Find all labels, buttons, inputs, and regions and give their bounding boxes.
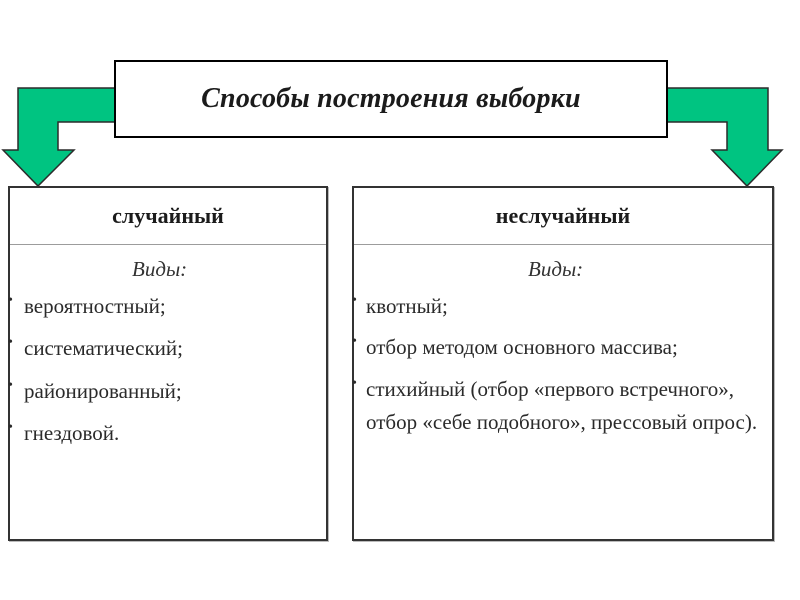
list-item: • стихийный (отбор «первого встречного», отбор «себе подобного», прессовый опрос). (354, 373, 772, 440)
diagram-title: Способы построения выборки (201, 83, 581, 114)
bullet-icon: • (8, 420, 13, 436)
column-body-nonrandom (354, 245, 772, 440)
column-header-nonrandom (354, 188, 772, 245)
types-label: Виды: (528, 257, 584, 281)
column-header-label: случайный (112, 203, 224, 228)
bullet-icon: • (8, 335, 13, 351)
types-list (10, 290, 326, 450)
list-item: • вероятностный; (10, 290, 326, 323)
list-item: • систематический; (10, 332, 326, 365)
diagram-title-box (114, 60, 668, 138)
column-body-random (10, 245, 326, 450)
list-item: • отбор методом основного массива; (354, 331, 772, 365)
bullet-icon: • (8, 377, 13, 393)
types-list (354, 290, 772, 440)
bent-arrow-down-right-icon (664, 88, 782, 186)
bullet-icon: • (8, 292, 13, 308)
column-header-label: неслучайный (495, 203, 631, 228)
bullet-icon: • (352, 375, 357, 391)
types-label: Виды: (132, 257, 188, 281)
column-header-random (10, 188, 326, 245)
bullet-icon: • (352, 292, 357, 308)
list-item: • гнездовой. (10, 417, 326, 450)
column-nonrandom (352, 186, 774, 541)
column-random (8, 186, 328, 541)
list-item: • районированный; (10, 375, 326, 408)
bullet-icon: • (352, 334, 357, 350)
bent-arrow-down-left-icon (3, 88, 118, 186)
list-item: • квотный; (354, 290, 772, 324)
